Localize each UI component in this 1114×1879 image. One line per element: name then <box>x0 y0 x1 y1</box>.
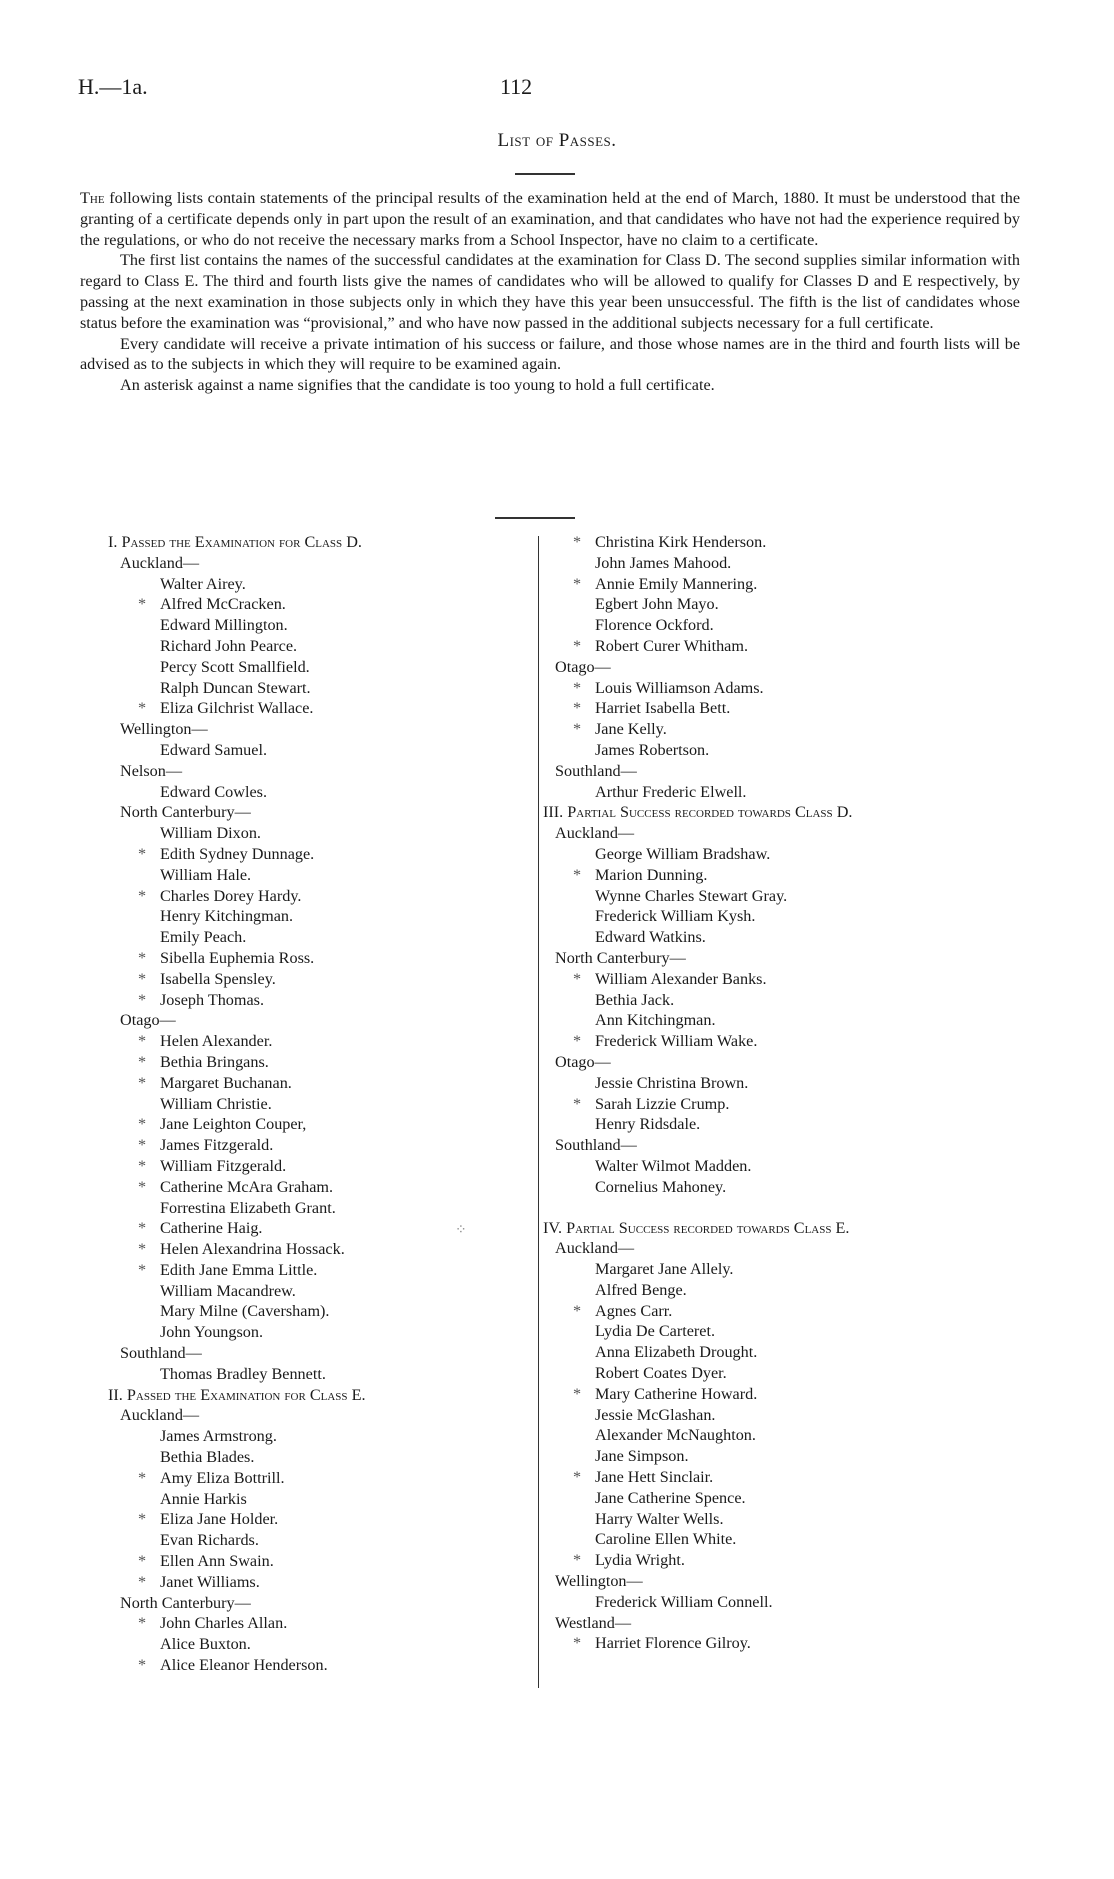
candidate-name-text: William Alexander Banks. <box>595 969 767 988</box>
asterisk-marker: * <box>138 1260 147 1279</box>
candidate-name <box>108 1572 538 1593</box>
candidate-name <box>543 719 1003 740</box>
title-rule <box>515 173 575 175</box>
candidate-name <box>108 574 538 595</box>
candidate-name <box>543 969 1003 990</box>
candidate-name-text: Lydia De Carteret. <box>595 1322 716 1341</box>
candidate-name <box>108 1364 538 1385</box>
left-column <box>108 532 538 1676</box>
asterisk-marker: * <box>138 969 147 988</box>
region-heading: Otago— <box>555 657 611 676</box>
candidate-name <box>543 1010 1003 1031</box>
candidate-name <box>543 615 1003 636</box>
asterisk-marker: * <box>138 1177 147 1196</box>
candidate-name-text: Forrestina Elizabeth Grant. <box>160 1198 336 1217</box>
candidate-name <box>108 865 538 886</box>
candidate-name <box>108 636 538 657</box>
candidate-name-text: Evan Richards. <box>160 1531 259 1550</box>
candidate-name-text: Bethia Bringans. <box>160 1052 269 1071</box>
region-heading: Auckland— <box>555 1239 635 1258</box>
candidate-name-text: Jane Catherine Spence. <box>595 1488 746 1507</box>
candidate-name-text: Edith Jane Emma Little. <box>160 1260 318 1279</box>
candidate-name <box>108 948 538 969</box>
region-heading: Southland— <box>555 1136 637 1155</box>
asterisk-marker: * <box>138 1073 147 1092</box>
candidate-name-text: Jane Leighton Couper, <box>160 1115 307 1134</box>
candidate-name <box>543 1031 1003 1052</box>
section-heading: IV. Partial Success recorded towards Class E. <box>543 1218 850 1237</box>
asterisk-marker: * <box>573 636 582 655</box>
section-heading: II. Passed the Examination for Class E. <box>108 1385 366 1404</box>
candidate-name <box>108 1156 538 1177</box>
candidate-name <box>543 782 1003 803</box>
candidate-name <box>108 1281 538 1302</box>
candidate-name <box>108 1301 538 1322</box>
candidate-name <box>108 1447 538 1468</box>
asterisk-marker: * <box>573 865 582 884</box>
candidate-name-text: John James Mahood. <box>595 553 732 572</box>
candidate-name-text: Jane Kelly. <box>595 720 667 739</box>
candidate-name <box>543 1488 1003 1509</box>
candidate-name-text: Robert Coates Dyer. <box>595 1364 727 1383</box>
candidate-name <box>108 1530 538 1551</box>
candidate-name-text: Helen Alexandrina Hossack. <box>160 1240 345 1259</box>
candidate-name-text: Anna Elizabeth Drought. <box>595 1343 758 1362</box>
candidate-name <box>543 1363 1003 1384</box>
asterisk-marker: * <box>573 969 582 988</box>
candidate-name <box>543 1321 1003 1342</box>
candidate-name-text: Edward Samuel. <box>160 740 267 759</box>
candidate-name <box>543 927 1003 948</box>
region-heading: Wellington— <box>555 1572 643 1591</box>
candidate-name-text: Egbert John Mayo. <box>595 595 719 614</box>
candidate-name-text: Wynne Charles Stewart Gray. <box>595 886 788 905</box>
candidate-name-text: Margaret Buchanan. <box>160 1073 292 1092</box>
intro-text <box>80 188 1020 396</box>
asterisk-marker: * <box>573 1551 582 1570</box>
candidate-name-text: Joseph Thomas. <box>160 990 265 1009</box>
candidate-name <box>543 906 1003 927</box>
candidate-name-text: Sibella Euphemia Ross. <box>160 948 315 967</box>
candidate-name-text: Edward Millington. <box>160 616 288 635</box>
asterisk-marker: * <box>138 844 147 863</box>
candidate-name <box>543 1550 1003 1571</box>
candidate-name-text: John Youngson. <box>160 1323 264 1342</box>
asterisk-marker: * <box>138 1614 147 1633</box>
candidate-name <box>543 1114 1003 1135</box>
candidate-name-text: Alfred Benge. <box>595 1280 687 1299</box>
candidate-name-text: Harry Walter Wells. <box>595 1509 724 1528</box>
candidate-name-text: Jane Hett Sinclair. <box>595 1468 714 1487</box>
intro-lead-word: The <box>80 189 105 207</box>
region-heading: Auckland— <box>120 1406 200 1425</box>
candidate-name <box>108 615 538 636</box>
candidate-name <box>108 1218 538 1239</box>
candidate-name-text: Edith Sydney Dunnage. <box>160 844 315 863</box>
candidate-name-text: Alexander McNaughton. <box>595 1426 756 1445</box>
candidate-name-text: William Fitzgerald. <box>160 1156 287 1175</box>
intro-paragraph-2: The first list contains the names of the successful candidates at the examination for Class D. The second supplies similar information with regard to Class E. The third and fourth lists give the names of candidates who will be allowed to qualify for Classes D and E respectively, by passing at the next examination in those subjects only in which they have this year been unsuccessful. The fifth is the list of candidates whose status before the examination was “provisional,” and who have now passed in the additional subjects necessary for a full certificate. <box>80 251 1020 332</box>
region-heading: Otago— <box>555 1052 611 1071</box>
asterisk-marker: * <box>138 1468 147 1487</box>
candidate-name <box>108 1073 538 1094</box>
region-heading: Wellington— <box>120 720 208 739</box>
candidate-name <box>543 1509 1003 1530</box>
candidate-name <box>108 1052 538 1073</box>
asterisk-marker: * <box>138 948 147 967</box>
candidate-name-text: Isabella Spensley. <box>160 969 276 988</box>
candidate-name <box>543 1342 1003 1363</box>
candidate-name-text: Florence Ockford. <box>595 616 714 635</box>
candidate-name-text: Louis Williamson Adams. <box>595 678 764 697</box>
candidate-name <box>543 1592 1003 1613</box>
candidate-name <box>108 698 538 719</box>
candidate-name <box>543 1633 1003 1654</box>
candidate-name-text: James Robertson. <box>595 740 710 759</box>
candidate-name <box>108 1135 538 1156</box>
candidate-name <box>543 1301 1003 1322</box>
candidate-name-text: Janet Williams. <box>160 1572 260 1591</box>
candidate-name <box>543 594 1003 615</box>
asterisk-marker: * <box>138 1136 147 1155</box>
candidate-name-text: Richard John Pearce. <box>160 636 298 655</box>
candidate-name <box>108 823 538 844</box>
candidate-name-text: Jessie Christina Brown. <box>595 1073 749 1092</box>
candidate-name <box>543 740 1003 761</box>
candidate-name-text: George William Bradshaw. <box>595 844 771 863</box>
candidate-name <box>108 1322 538 1343</box>
candidate-name <box>543 553 1003 574</box>
asterisk-marker: * <box>138 595 147 614</box>
candidate-name <box>108 844 538 865</box>
asterisk-marker: * <box>573 1634 582 1653</box>
region-heading: Otago— <box>120 1011 176 1030</box>
asterisk-marker: * <box>138 886 147 905</box>
candidate-name-text: Annie Emily Mannering. <box>595 574 758 593</box>
candidate-name <box>108 740 538 761</box>
candidate-name <box>108 1260 538 1281</box>
candidate-name-text: Frederick William Kysh. <box>595 907 756 926</box>
candidate-name <box>543 1156 1003 1177</box>
asterisk-marker: * <box>573 1032 582 1051</box>
candidate-name <box>108 969 538 990</box>
candidate-name-text: Catherine McAra Graham. <box>160 1177 334 1196</box>
candidate-name-text: John Charles Allan. <box>160 1614 288 1633</box>
candidate-name <box>543 1425 1003 1446</box>
candidate-name <box>543 844 1003 865</box>
candidate-name-text: Jane Simpson. <box>595 1447 689 1466</box>
candidate-name-text: Frederick William Wake. <box>595 1032 758 1051</box>
candidate-name <box>543 1405 1003 1426</box>
candidate-name <box>108 1634 538 1655</box>
region-heading: Auckland— <box>555 824 635 843</box>
candidate-name <box>108 1177 538 1198</box>
candidate-name-text: James Fitzgerald. <box>160 1136 274 1155</box>
asterisk-marker: * <box>138 1552 147 1571</box>
candidate-name-text: Jessie McGlashan. <box>595 1405 716 1424</box>
candidate-name-text: Lydia Wright. <box>595 1551 685 1570</box>
asterisk-marker: * <box>138 1510 147 1529</box>
asterisk-marker: * <box>573 1094 582 1113</box>
candidate-name <box>543 1384 1003 1405</box>
candidate-name-text: Harriet Florence Gilroy. <box>595 1634 751 1653</box>
candidate-name-text: Agnes Carr. <box>595 1301 673 1320</box>
candidate-name-text: Henry Kitchingman. <box>160 907 294 926</box>
candidate-name <box>108 927 538 948</box>
candidate-name-text: Cornelius Mahoney. <box>595 1177 727 1196</box>
candidate-name-text: Walter Wilmot Madden. <box>595 1156 752 1175</box>
candidate-name <box>108 886 538 907</box>
region-heading: North Canterbury— <box>555 948 686 967</box>
candidate-name-text: James Armstrong. <box>160 1427 277 1446</box>
page-reference: H.—1a. <box>78 74 148 99</box>
candidate-name-text: Christina Kirk Henderson. <box>595 533 767 551</box>
candidate-name-text: Alice Eleanor Henderson. <box>160 1656 328 1675</box>
candidate-name <box>543 1073 1003 1094</box>
asterisk-marker: * <box>138 1240 147 1259</box>
candidate-name-text: Annie Harkis <box>160 1489 247 1508</box>
candidate-name-text: William Christie. <box>160 1094 272 1113</box>
asterisk-marker: * <box>138 1032 147 1051</box>
region-heading: Southland— <box>120 1344 202 1363</box>
candidate-name-text: Percy Scott Smallfield. <box>160 657 310 676</box>
candidate-name <box>108 1655 538 1676</box>
candidate-name-text: Mary Catherine Howard. <box>595 1384 758 1403</box>
candidate-name <box>543 532 1003 553</box>
candidate-name <box>543 886 1003 907</box>
candidate-name <box>108 594 538 615</box>
candidate-name-text: Marion Dunning. <box>595 865 708 884</box>
candidate-name <box>543 1280 1003 1301</box>
candidate-name <box>108 1489 538 1510</box>
candidate-name-text: Bethia Jack. <box>595 990 675 1009</box>
page-title: List of Passes. <box>497 130 617 151</box>
asterisk-marker: * <box>138 1572 147 1591</box>
candidate-name-text: Edward Watkins. <box>595 928 706 947</box>
candidate-name-text: Robert Curer Whitham. <box>595 636 748 655</box>
section-heading: III. Partial Success recorded towards Class D. <box>543 803 853 822</box>
candidate-name <box>543 698 1003 719</box>
asterisk-marker: * <box>573 574 582 593</box>
section-divider-rule <box>495 517 575 519</box>
candidate-name <box>543 1177 1003 1198</box>
candidate-name-text: Charles Dorey Hardy. <box>160 886 302 905</box>
intro-paragraph-1 <box>80 188 1020 250</box>
candidate-name <box>108 782 538 803</box>
candidate-name <box>108 1468 538 1489</box>
asterisk-marker: * <box>138 1656 147 1675</box>
candidate-name-text: Thomas Bradley Bennett. <box>160 1364 326 1383</box>
asterisk-marker: * <box>573 678 582 697</box>
candidate-name <box>543 1259 1003 1280</box>
candidate-name-text: Alice Buxton. <box>160 1635 251 1654</box>
candidate-name-text: William Dixon. <box>160 824 261 843</box>
print-speck: ⁘ <box>455 1223 467 1238</box>
candidate-name-text: William Macandrew. <box>160 1281 296 1300</box>
candidate-name-text: Ann Kitchingman. <box>595 1011 716 1030</box>
candidate-name-text: Mary Milne (Caversham). <box>160 1302 330 1321</box>
candidate-name-text: Ralph Duncan Stewart. <box>160 678 311 697</box>
region-heading: North Canterbury— <box>120 1593 251 1612</box>
candidate-name <box>108 678 538 699</box>
candidate-name <box>108 1198 538 1219</box>
candidate-name-text: Frederick William Connell. <box>595 1592 773 1611</box>
candidate-name <box>108 657 538 678</box>
candidate-name-text: Alfred McCracken. <box>160 595 286 614</box>
region-heading: Westland— <box>555 1613 632 1632</box>
candidate-name <box>108 1426 538 1447</box>
asterisk-marker: * <box>573 720 582 739</box>
candidate-name <box>543 1467 1003 1488</box>
candidate-name <box>108 1551 538 1572</box>
page-number: 112 <box>500 74 533 99</box>
candidate-name <box>543 1094 1003 1115</box>
candidate-name <box>543 1529 1003 1550</box>
candidate-name-text: William Hale. <box>160 865 252 884</box>
asterisk-marker: * <box>138 1156 147 1175</box>
candidate-name <box>543 678 1003 699</box>
candidate-name-text: Ellen Ann Swain. <box>160 1552 274 1571</box>
candidate-name-text: Bethia Blades. <box>160 1448 255 1467</box>
section-heading: I. Passed the Examination for Class D. <box>108 533 362 551</box>
candidate-name-text: Catherine Haig. <box>160 1219 263 1238</box>
intro-paragraph-4: An asterisk against a name signifies that the candidate is too young to hold a full certificate. <box>120 376 715 395</box>
candidate-name-text: Caroline Ellen White. <box>595 1530 737 1549</box>
candidate-name-text: Henry Ridsdale. <box>595 1115 701 1134</box>
candidate-name-text: Harriet Isabella Bett. <box>595 699 731 718</box>
region-heading: Southland— <box>555 761 637 780</box>
asterisk-marker: * <box>138 990 147 1009</box>
region-heading: Nelson— <box>120 761 183 780</box>
candidate-name-text: Amy Eliza Bottrill. <box>160 1468 285 1487</box>
asterisk-marker: * <box>138 1052 147 1071</box>
candidate-name-text: Sarah Lizzie Crump. <box>595 1094 730 1113</box>
candidate-name <box>108 906 538 927</box>
candidate-name <box>543 574 1003 595</box>
intro-paragraph-3: Every candidate will receive a private intimation of his success or failure, and those whose names are in the third and fourth lists will be advised as to the subjects in which they will require to be examined again. <box>80 334 1020 374</box>
region-heading: North Canterbury— <box>120 803 251 822</box>
candidate-name <box>108 1613 538 1634</box>
asterisk-marker: * <box>138 699 147 718</box>
candidate-name-text: Helen Alexander. <box>160 1032 273 1051</box>
asterisk-marker: * <box>138 1115 147 1134</box>
candidate-name-text: Eliza Jane Holder. <box>160 1510 279 1529</box>
asterisk-marker: * <box>573 1468 582 1487</box>
asterisk-marker: * <box>573 1384 582 1403</box>
candidate-name-text: Margaret Jane Allely. <box>595 1260 734 1279</box>
candidate-name <box>108 1094 538 1115</box>
candidate-name <box>108 1114 538 1135</box>
candidate-name <box>543 990 1003 1011</box>
candidate-name <box>543 1446 1003 1467</box>
asterisk-marker: * <box>573 1301 582 1320</box>
candidate-name-text: Walter Airey. <box>160 574 246 593</box>
candidate-name-text: Edward Cowles. <box>160 782 267 801</box>
candidate-name <box>108 1239 538 1260</box>
candidate-name <box>543 636 1003 657</box>
candidate-name-text: Eliza Gilchrist Wallace. <box>160 699 314 718</box>
candidate-name <box>108 1031 538 1052</box>
intro-paragraph-1-text: following lists contain statements of the principal results of the examination held at the end of March, 1880. It must be understood that the granting of a certificate depends only in part upon the result of an examination, and that candidates who have not had the experience required by the regulations, or who do not receive the necessary marks from a School Inspector, have no claim to a certificate. <box>80 189 1021 249</box>
region-heading: Auckland— <box>120 553 200 572</box>
candidate-name-text: Emily Peach. <box>160 928 247 947</box>
asterisk-marker: * <box>138 1219 147 1238</box>
asterisk-marker: * <box>573 699 582 718</box>
column-divider <box>538 536 539 1688</box>
right-column <box>543 532 1003 1654</box>
candidate-name <box>108 1509 538 1530</box>
candidate-name <box>543 865 1003 886</box>
candidate-name-text: Arthur Frederic Elwell. <box>595 782 747 801</box>
asterisk-marker: * <box>573 533 582 551</box>
candidate-name <box>108 990 538 1011</box>
